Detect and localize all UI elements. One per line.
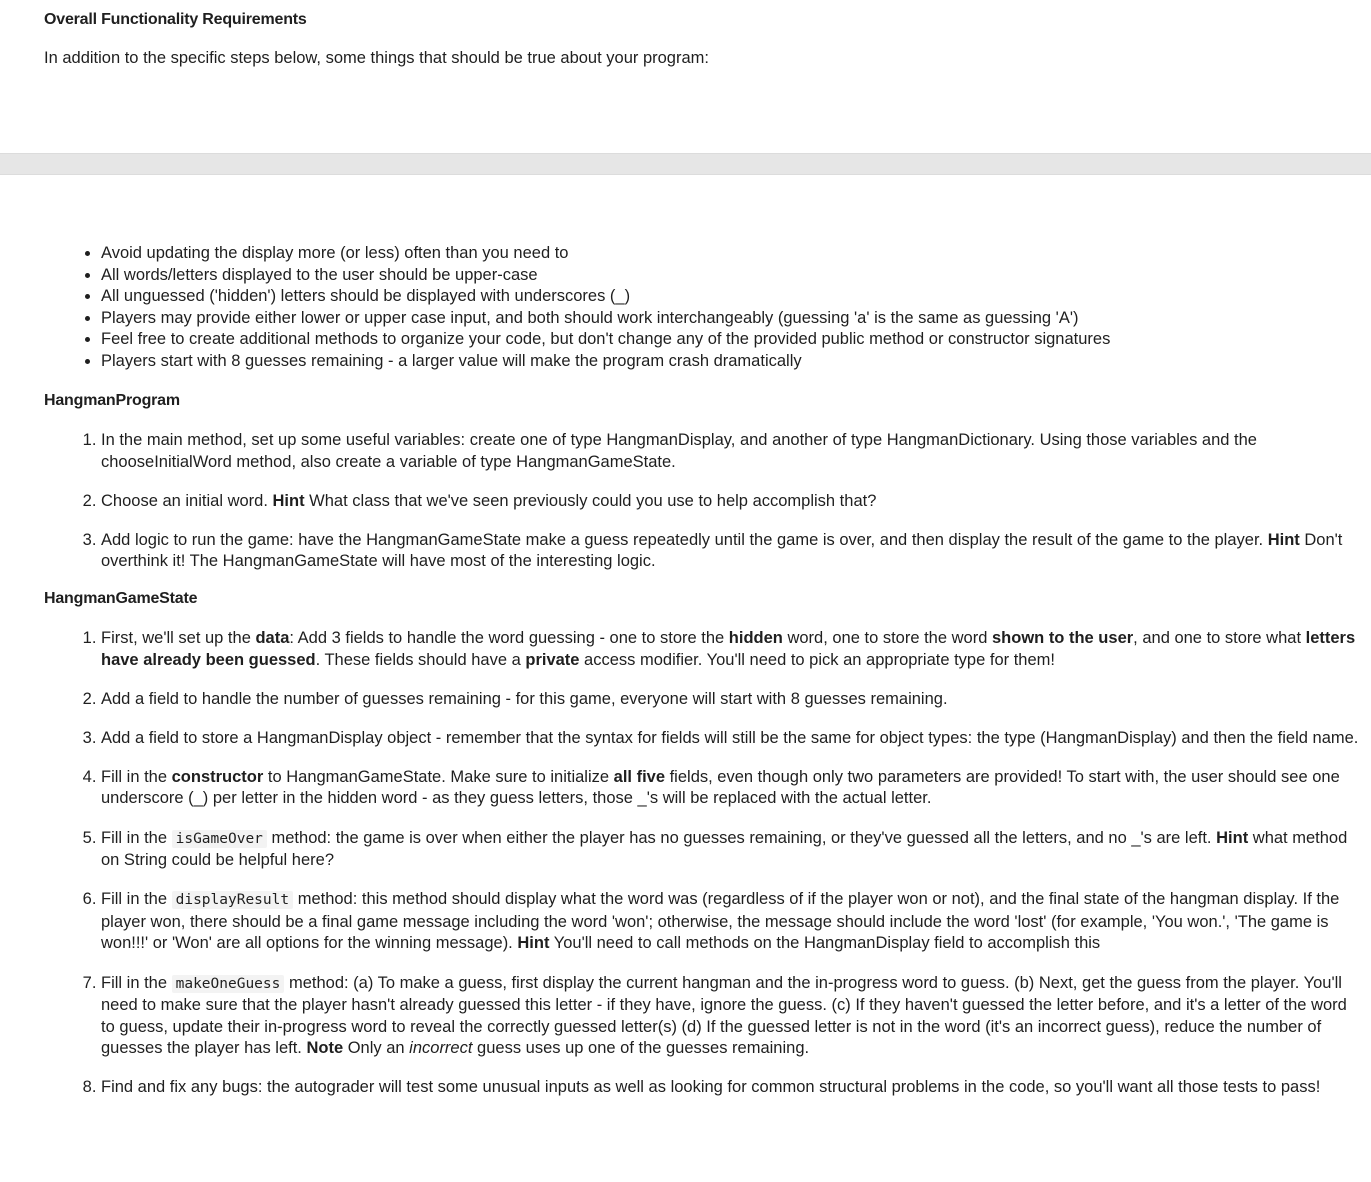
- step-item: 3. Add logic to run the game: have the HangmanGameState make a guess repeatedly until the game is over, and then display the result of the game to the player. Hint Don't overthink it! The HangmanGameState will have most of the interesting logic.: [101, 530, 1361, 573]
- step-item: 7. Fill in the makeOneGuess method: (a) To make a guess, first display the current hangman and the in-progress word to guess. (b) Next, get the guess from the player. You'll need to make sure that the player hasn't already guessed this letter - if they have, ignore the guess. (c) If they haven't guessed the letter before, and it's a letter of the word to guess, update their in-progress word to reveal the correctly guessed letter(s) (d) If the guessed letter is not in the word (it's an incorrect guess), reduce the number of guesses the player has left. Note Only an incorrect guess uses up one of the guesses remaining.: [101, 973, 1361, 1060]
- intro-text: In addition to the specific steps below, some things that should be true about your program:: [44, 49, 709, 67]
- list-item: • Players start with 8 guesses remaining - a larger value will make the program crash dramatically: [101, 351, 1351, 373]
- step-item: 2. Add a field to handle the number of guesses remaining - for this game, everyone will start with 8 guesses remaining.: [101, 689, 1361, 711]
- step-item: 5. Fill in the isGameOver method: the game is over when either the player has no guesses remaining, or they've guessed all the letters, and no _'s are left. Hint what method on String could be helpful here?: [101, 828, 1361, 872]
- code-isGameOver: isGameOver: [172, 830, 267, 848]
- code-makeOneGuess: makeOneGuess: [172, 975, 285, 993]
- list-item: • Players may provide either lower or upper case input, and both should work interchangeably (guessing 'a' is the same as guessing 'A'): [101, 308, 1351, 330]
- list-item: • All words/letters displayed to the user should be upper-case: [101, 265, 1351, 287]
- program-steps: [44, 430, 1361, 590]
- step-item: 8. Find and fix any bugs: the autograder will test some unusual inputs as well as looking for common structural problems in the code, so you'll want all those tests to pass!: [101, 1077, 1361, 1099]
- requirements-list: [44, 243, 1351, 373]
- list-item: • Feel free to create additional methods to organize your code, but don't change any of the provided public method or constructor signatures: [101, 329, 1351, 351]
- step-item: 1. First, we'll set up the data: Add 3 fields to handle the word guessing - one to store the hidden word, one to store the word shown to the user, and one to store what letters have already been guessed. These fields should have a private access modifier. You'll need to pick an appropriate type for them!: [101, 628, 1361, 671]
- program-heading: HangmanProgram: [44, 392, 180, 409]
- page-break: [0, 153, 1371, 175]
- list-item: • Avoid updating the display more (or less) often than you need to: [101, 243, 1351, 265]
- step-item: 3. Add a field to store a HangmanDisplay object - remember that the syntax for fields will still be the same for object types: the type (HangmanDisplay) and then the field name.: [101, 728, 1361, 750]
- gamestate-heading: HangmanGameState: [44, 590, 198, 607]
- step-item: 6. Fill in the displayResult method: this method should display what the word was (regardless of if the player won or not), and the final state of the hangman display. If the player won, there should be a final game message including the word 'won'; otherwise, the message should include the word 'lost' (for example, 'You won.', 'The game is won!!!' or 'Won' are all options for the winning message). Hint You'll need to call methods on the HangmanDisplay field to accomplish this: [101, 889, 1361, 955]
- step-item: 1. In the main method, set up some useful variables: create one of type HangmanDisplay, and another of type HangmanDictionary. Using those variables and the chooseInitialWord method, also create a variable of type HangmanGameState.: [101, 430, 1361, 473]
- page-bottom: [0, 175, 1371, 1182]
- page-top: [0, 0, 1371, 153]
- section-title: Overall Functionality Requirements: [44, 11, 307, 28]
- list-item: • All unguessed ('hidden') letters should be displayed with underscores (_): [101, 286, 1351, 308]
- step-item: 4. Fill in the constructor to HangmanGameState. Make sure to initialize all five fields, even though only two parameters are provided! To start with, the user should see one underscore (_) per letter in the hidden word - as they guess letters, those _'s will be replaced with the actual letter.: [101, 767, 1361, 810]
- step-item: 2. Choose an initial word. Hint What class that we've seen previously could you use to help accomplish that?: [101, 491, 1361, 513]
- gamestate-steps: [44, 628, 1361, 1117]
- code-displayResult: displayResult: [172, 891, 294, 909]
